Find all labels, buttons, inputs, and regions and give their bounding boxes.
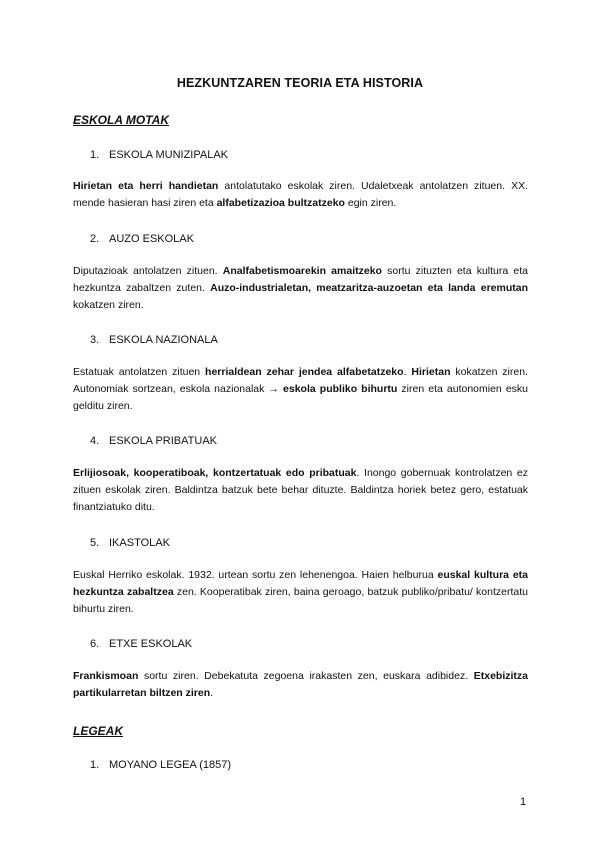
document-title: HEZKUNTZAREN TEORIA ETA HISTORIA: [176, 76, 424, 90]
list-item-heading: [90, 334, 218, 346]
list-item-heading: [90, 537, 170, 549]
text-run: zen. Kooperatibak ziren, baina geroago, batzuk publiko/pribatu/ kontzertatu bihurtu ziren.: [73, 586, 528, 615]
text-run: .: [210, 687, 214, 699]
list-item-heading: [90, 149, 228, 161]
list-item-heading: [90, 233, 194, 245]
section-heading-eskola-motak: ESKOLA MOTAK: [73, 113, 169, 127]
text-run: sortu zituzten eta kultura eta hezkuntza zabaltzen zuten.: [73, 265, 528, 294]
list-item-label: IKASTOLAK: [109, 537, 170, 549]
section-heading-legeak: LEGEAK: [73, 724, 124, 738]
list-item-number: 6.: [90, 638, 100, 650]
text-run: egin ziren.: [344, 197, 397, 209]
bold-text-run: Hirietan: [411, 366, 451, 378]
list-item-number: 2.: [90, 233, 100, 245]
list-item-number: 1.: [90, 759, 100, 771]
list-item-heading: [90, 759, 231, 771]
list-item-label: ESKOLA NAZIONALA: [109, 334, 218, 346]
text-run: .: [403, 366, 412, 378]
list-item-label: ETXE ESKOLAK: [109, 638, 193, 650]
bold-text-run: Etxebizitza partikularretan biltzen ziren: [73, 670, 528, 699]
paragraph: [73, 465, 528, 516]
paragraph: [73, 364, 528, 415]
text-run: sortu ziren. Debekatuta zegoena irakasten zen, euskara adibidez.: [138, 670, 474, 682]
list-item-heading: [90, 638, 192, 650]
bold-text-run: herrialdean zehar jendea alfabetatzeko: [205, 366, 404, 378]
bold-text-run: Frankismoan: [73, 670, 139, 682]
list-item-number: 4.: [90, 435, 100, 447]
paragraph: [73, 567, 528, 618]
paragraph: [73, 178, 528, 212]
text-run: kokatzen ziren.: [73, 299, 144, 311]
bold-text-run: eskola publiko bihurtu: [283, 383, 398, 395]
text-run: . Inongo gobernuak kontrolatzen ez zituen eskolak ziren. Baldintza batzuk bete behar dituzte. Baldintza horiek betez gero, estatuak finantziatuko ditu.: [73, 467, 528, 513]
list-item-label: MOYANO LEGEA (1857): [109, 759, 232, 771]
bold-text-run: Hirietan eta herri handietan: [73, 180, 219, 192]
paragraph: [73, 263, 528, 314]
text-run: Euskal Herriko eskolak. 1932. urtean sortu zen lehenengoa. Haien helburua: [73, 569, 438, 581]
bold-text-run: Auzo-industrialetan, meatzaritza-auzoetan eta landa eremutan: [210, 282, 528, 294]
paragraph: [73, 668, 528, 702]
list-item-label: ESKOLA PRIBATUAK: [109, 435, 218, 447]
text-run: ziren eta autonomien esku gelditu ziren.: [73, 383, 529, 412]
text-run: kokatzen ziren. Autonomiak sortzean, eskola nazionalak →: [73, 366, 528, 395]
text-run: Estatuak antolatzen zituen: [73, 366, 206, 378]
bold-text-run: alfabetizazioa bultzatzeko: [216, 197, 345, 209]
text-run: Diputazioak antolatzen zituen.: [73, 265, 223, 277]
bold-text-run: Analfabetismoarekin amaitzeko: [222, 265, 382, 277]
list-item-number: 1.: [90, 149, 100, 161]
page-number: 1: [520, 796, 527, 808]
bold-text-run: Erlijiosoak, kooperatiboak, kontzertatuak edo pribatuak: [73, 467, 357, 479]
bold-text-run: euskal kultura eta hezkuntza zabaltzea: [73, 569, 528, 598]
list-item-number: 3.: [90, 334, 100, 346]
list-item-heading: [90, 435, 217, 447]
list-item-label: ESKOLA MUNIZIPALAK: [109, 149, 229, 161]
list-item-number: 5.: [90, 537, 100, 549]
list-item-label: AUZO ESKOLAK: [109, 233, 194, 245]
text-run: antolatutako eskolak ziren. Udaletxeak antolatzen zituen. XX. mende hasieran hasi ziren eta: [73, 180, 528, 209]
